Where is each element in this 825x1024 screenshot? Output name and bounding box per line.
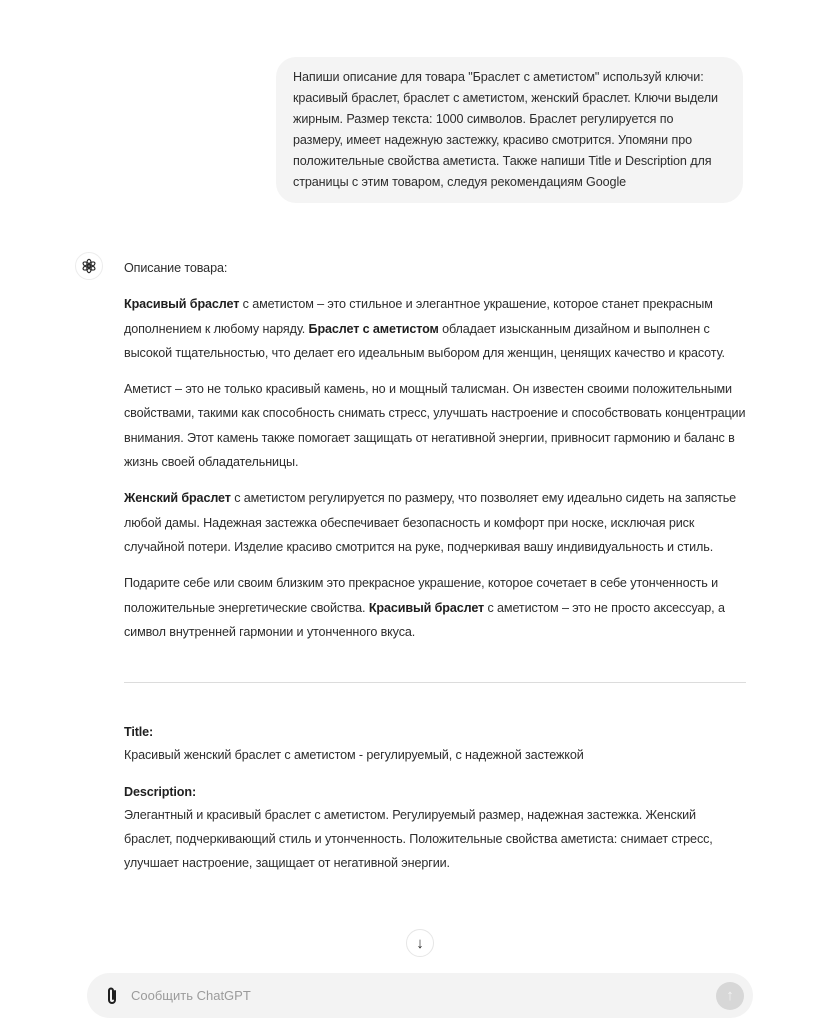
keyword-bold: Красивый браслет (124, 297, 240, 312)
arrow-down-icon: ↓ (416, 934, 424, 952)
user-message-bubble (276, 57, 743, 203)
paragraph-text: с аметистом регулируется по размеру, что позволяет ему идеально сидеть на запястье любой дамы. Надежная застежка обеспечивает безопасность и комфорт при носке, исключая риск случайной потери. Изделие красиво смотрится на руке, подчеркивая вашу индивидуальность и стиль. (124, 491, 737, 554)
arrow-up-icon: ↑ (726, 987, 734, 1004)
paragraph-1 (124, 292, 746, 365)
send-button[interactable] (716, 982, 744, 1010)
divider (124, 682, 746, 683)
seo-title-text: Красивый женский браслет с аметистом - регулируемый, с надежной застежкой (124, 748, 584, 763)
paragraph-4 (124, 571, 746, 644)
attach-button[interactable] (103, 985, 121, 1007)
keyword-bold: Браслет с аметистом (308, 321, 439, 336)
product-description-heading: Описание товара: (124, 261, 228, 275)
paragraph-text: с аметистом – это не просто аксессуар, а символ внутренней гармонии и утонченного вкуса. (124, 600, 725, 639)
openai-logo-icon (81, 258, 97, 274)
seo-description-label: Description: (124, 785, 197, 800)
paragraph-2 (124, 377, 746, 474)
message-input[interactable] (131, 988, 716, 1003)
seo-title-label: Title: (124, 725, 154, 740)
assistant-avatar (75, 252, 103, 280)
user-message-text: Напиши описание для товара "Браслет с аметистом" используй ключи: красивый браслет, браслет с аметистом, женский браслет. Ключи выдели жирным. Размер текста: 1000 символов. Браслет регулируется по размеру, имеет надежную застежку, красиво смотрится. Упомяни про положительные свойства аметиста. Также напиши Title и Description для страницы с этим товаром, следуя рекомендациям Google (293, 70, 718, 189)
keyword-bold: Красивый браслет (368, 600, 485, 615)
paragraph-text: с аметистом – это стильное и элегантное украшение, которое станет прекрасным дополнением к любому наряду. (124, 297, 713, 336)
keyword-bold: Женский браслет (124, 491, 231, 506)
paperclip-icon (105, 986, 119, 1006)
scroll-to-bottom-button[interactable] (406, 929, 434, 957)
paragraph-text: Подарите себе или своим близким это прекрасное украшение, которое сочетает в себе утонченность и положительные энергетические свойства. (124, 576, 719, 615)
seo-description-text: Элегантный и красивый браслет с аметистом. Регулируемый размер, надежная застежка. Женский браслет, подчеркивающий стиль и утонченность. Положительные свойства аметиста: снимает стресс, улучшает настроение, защищает от негативной энергии. (124, 808, 713, 871)
seo-title-block (124, 721, 746, 767)
seo-description-block (124, 781, 746, 875)
assistant-message (124, 256, 746, 889)
paragraph-text: Аметист – это не только красивый камень, но и мощный талисман. Он известен своими положительными свойствами, такими как способность снимать стресс, улучшать настроение и способствовать концентрации внимания. Этот камень также помогает защищать от негативной энергии, привносит гармонию и баланс в жизнь своей обладательницы. (124, 382, 746, 470)
message-composer (87, 973, 753, 1018)
paragraph-3 (124, 486, 746, 559)
paragraph-text: обладает изысканным дизайном и выполнен с высокой тщательностью, что делает его идеальным выбором для женщин, ценящих качество и красоту. (124, 321, 725, 360)
